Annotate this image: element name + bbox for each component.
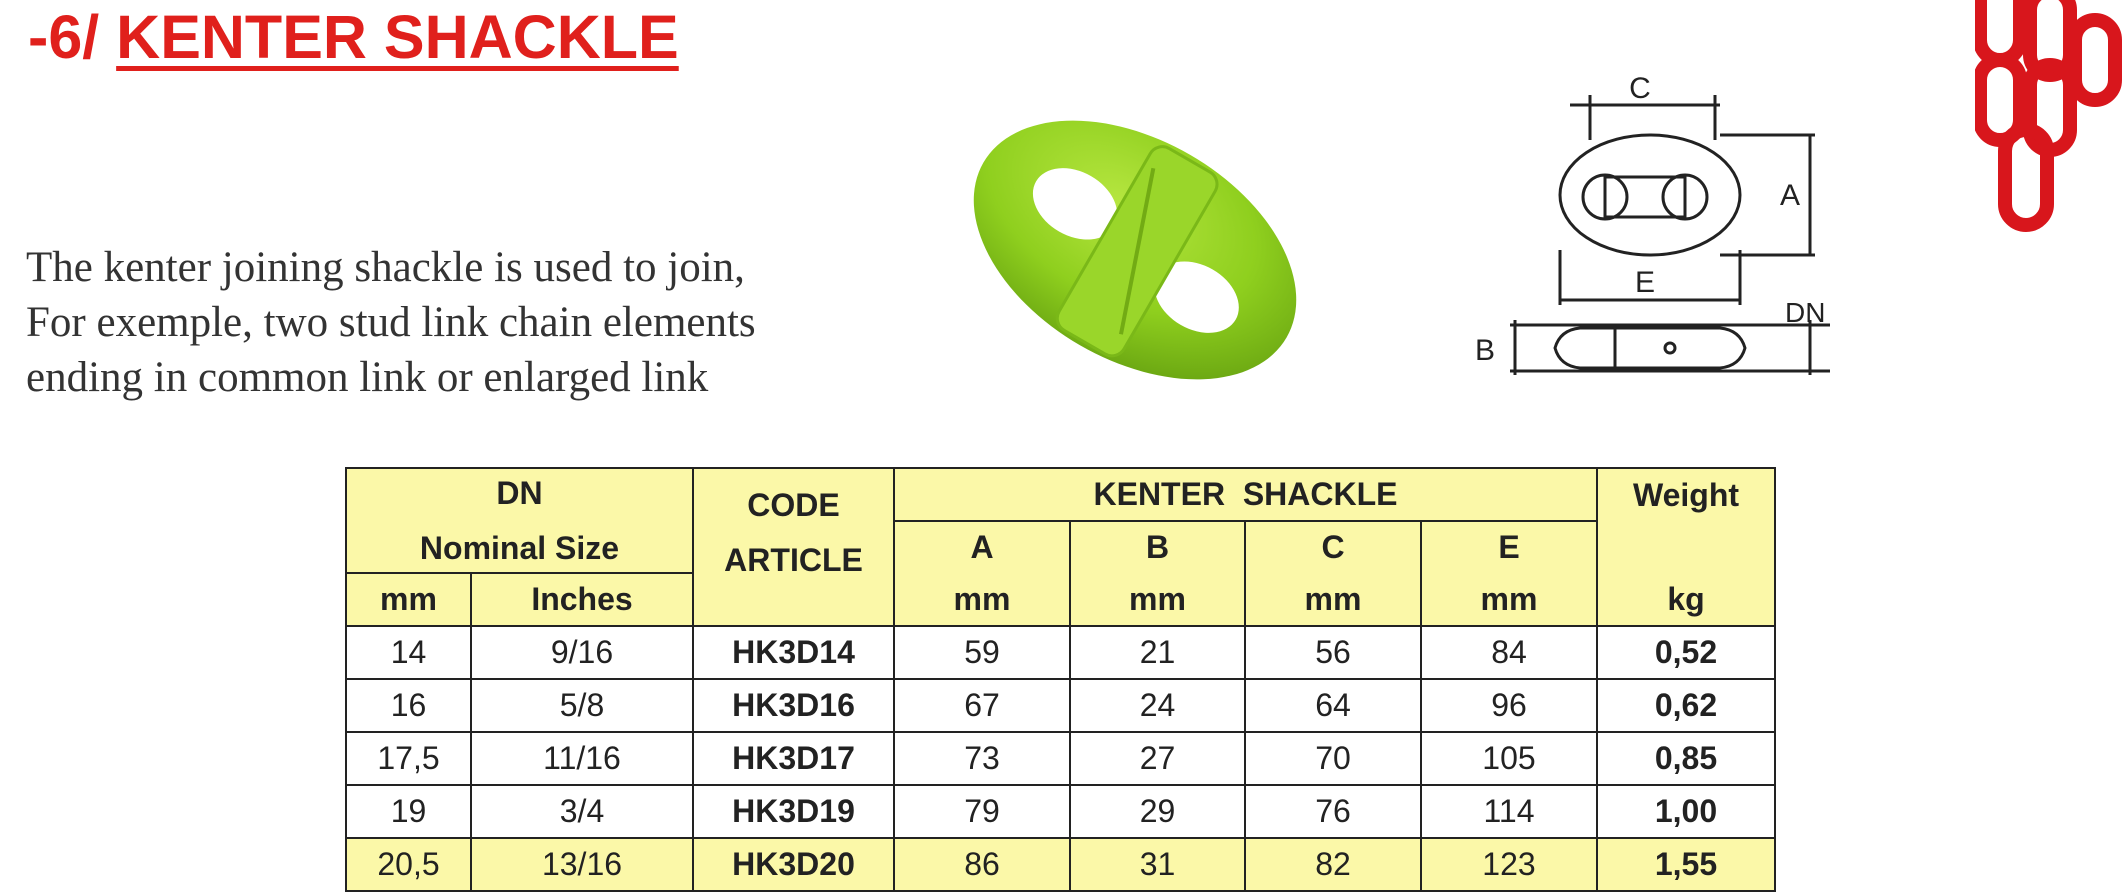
cell-b: 21 <box>1070 626 1245 679</box>
cell-a: 59 <box>894 626 1070 679</box>
cell-a: 86 <box>894 838 1070 891</box>
header-b: B <box>1070 521 1245 573</box>
header-mm: mm <box>346 573 471 626</box>
label-dn: DN <box>1785 297 1826 328</box>
cell-mm: 19 <box>346 785 471 838</box>
cell-inches: 5/8 <box>471 679 693 732</box>
description-line: For exemple, two stud link chain elements <box>26 299 756 346</box>
cell-weight: 0,62 <box>1597 679 1775 732</box>
cell-a: 79 <box>894 785 1070 838</box>
header-dn: DN <box>496 474 543 511</box>
cell-mm: 16 <box>346 679 471 732</box>
label-a: A <box>1780 179 1801 212</box>
cell-e: 96 <box>1421 679 1597 732</box>
table-row <box>346 838 1775 891</box>
cell-a: 67 <box>894 679 1070 732</box>
cell-a: 73 <box>894 732 1070 785</box>
cell-e: 114 <box>1421 785 1597 838</box>
shackle-photo <box>950 100 1320 400</box>
cell-weight: 0,85 <box>1597 732 1775 785</box>
cell-code: HK3D20 <box>693 838 894 891</box>
cell-code: HK3D14 <box>693 626 894 679</box>
cell-c: 76 <box>1245 785 1421 838</box>
technical-drawing <box>1470 60 1830 405</box>
page-title <box>28 2 679 72</box>
table-row <box>346 785 1775 838</box>
cell-e: 105 <box>1421 732 1597 785</box>
product-description <box>26 240 756 405</box>
header-weight-spacer <box>1597 521 1775 573</box>
product-title: KENTER SHACKLE <box>116 3 679 71</box>
cell-mm: 17,5 <box>346 732 471 785</box>
cell-weight: 1,00 <box>1597 785 1775 838</box>
cell-mm: 14 <box>346 626 471 679</box>
header-code: CODE <box>747 487 840 523</box>
cell-weight: 1,55 <box>1597 838 1775 891</box>
section-number: -6/ <box>28 3 100 71</box>
cell-e: 123 <box>1421 838 1597 891</box>
cell-weight: 0,52 <box>1597 626 1775 679</box>
table-row <box>346 626 1775 679</box>
cell-mm: 20,5 <box>346 838 471 891</box>
cell-inches: 3/4 <box>471 785 693 838</box>
header-e-unit: mm <box>1421 573 1597 626</box>
cell-c: 70 <box>1245 732 1421 785</box>
header-inches: Inches <box>471 573 693 626</box>
label-c: C <box>1629 72 1651 105</box>
cell-b: 27 <box>1070 732 1245 785</box>
cell-b: 31 <box>1070 838 1245 891</box>
cell-e: 84 <box>1421 626 1597 679</box>
header-b-unit: mm <box>1070 573 1245 626</box>
cell-c: 56 <box>1245 626 1421 679</box>
cell-inches: 11/16 <box>471 732 693 785</box>
cell-b: 29 <box>1070 785 1245 838</box>
header-nominal-size: Nominal Size <box>419 529 620 566</box>
cell-c: 64 <box>1245 679 1421 732</box>
table-row <box>346 679 1775 732</box>
table-row <box>346 732 1775 785</box>
header-c-unit: mm <box>1245 573 1421 626</box>
specification-table <box>345 467 1776 892</box>
header-dn-nominal <box>346 468 693 573</box>
header-code-article <box>693 468 894 626</box>
header-a-unit: mm <box>894 573 1070 626</box>
header-a: A <box>894 521 1070 573</box>
cell-c: 82 <box>1245 838 1421 891</box>
description-line: ending in common link or enlarged link <box>26 354 709 401</box>
header-e: E <box>1421 521 1597 573</box>
description-line: The kenter joining shackle is used to join, <box>26 244 745 291</box>
cell-inches: 13/16 <box>471 838 693 891</box>
red-chain-image <box>1975 0 2125 240</box>
cell-b: 24 <box>1070 679 1245 732</box>
label-b: B <box>1475 334 1496 367</box>
header-c: C <box>1245 521 1421 573</box>
cell-code: HK3D16 <box>693 679 894 732</box>
header-weight-unit: kg <box>1597 573 1775 626</box>
header-kenter-shackle: KENTER SHACKLE <box>894 468 1597 521</box>
cell-inches: 9/16 <box>471 626 693 679</box>
header-weight: Weight <box>1597 468 1775 521</box>
label-e: E <box>1634 266 1656 299</box>
cell-code: HK3D19 <box>693 785 894 838</box>
cell-code: HK3D17 <box>693 732 894 785</box>
header-article: ARTICLE <box>724 542 863 578</box>
